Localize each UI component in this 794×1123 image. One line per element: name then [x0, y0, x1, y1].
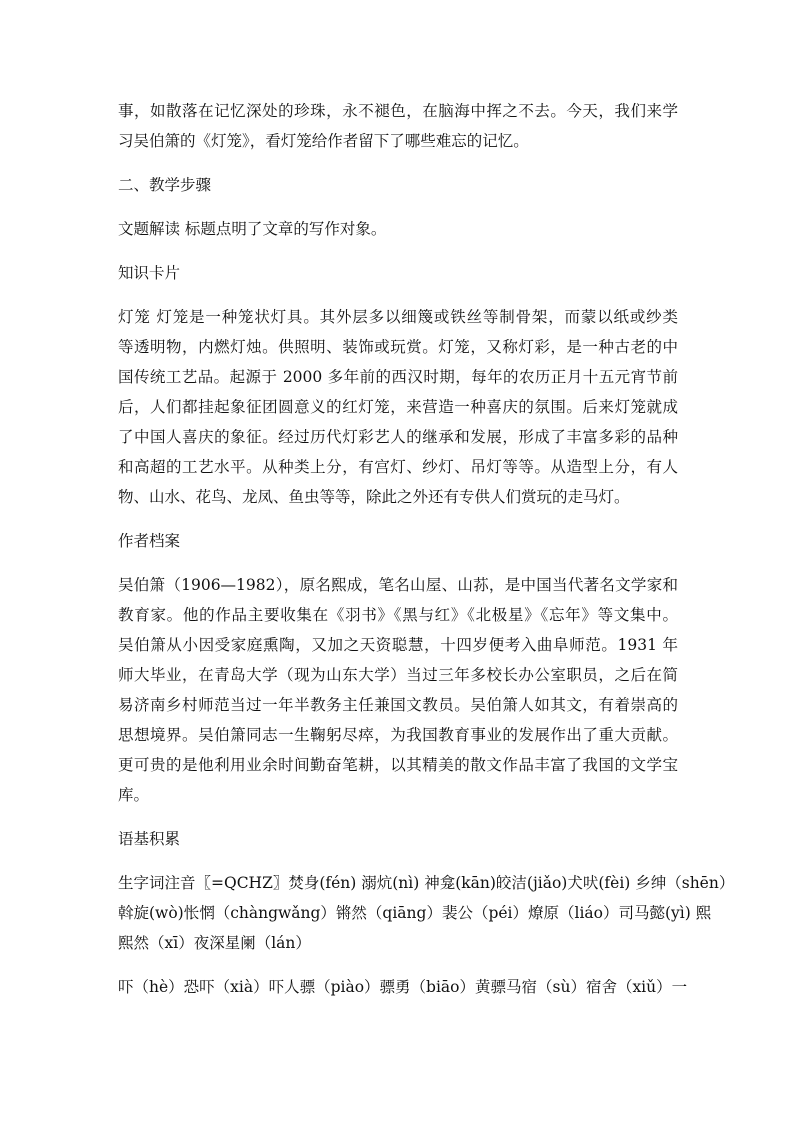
text-line: 斡旋(wò)怅惘（chàngwǎng）锵然（qiāng）裴公（péi）燎原（liáo）司马懿(yì) 熙 [118, 904, 712, 922]
pronunciation-paragraph [118, 972, 688, 1002]
text-line: 了中国人喜庆的象征。经过历代灯彩艺人的继承和发展，形成了丰富多彩的品种 [118, 428, 678, 446]
text-line: 物、山水、花鸟、龙凤、鱼虫等等，除此之外还有专供人们赏玩的走马灯。 [118, 488, 630, 506]
text-line: 等透明物，内燃灯烛。供照明、装饰或玩赏。灯笼，又称灯彩，是一种古老的中 [118, 338, 678, 356]
vocabulary-paragraph [118, 868, 735, 958]
text-line: 国传统工艺品。起源于 2000 多年前的西汉时期，每年的农历正月十五元宵节前 [118, 368, 678, 386]
intro-paragraph [118, 96, 678, 156]
text-line: 教育家。他的作品主要收集在《羽书》《黑与红》《北极星》《忘年》等文集中。 [118, 606, 678, 624]
section-heading-teaching-steps: 二、教学步骤 [118, 176, 212, 194]
author-profile-paragraph [118, 570, 678, 810]
text-line: 更可贵的是他利用业余时间勤奋笔耕，以其精美的散文作品丰富了我国的文学宝 [118, 756, 678, 774]
title-reading-note: 文题解读 标题点明了文章的写作对象。 [118, 220, 387, 238]
text-line: 吴伯箫从小因受家庭熏陶，又加之天资聪慧，十四岁便考入曲阜师范。1931 年 [118, 636, 678, 654]
text-line: 吴伯箫（1906—1982），原名熙成，笔名山屋、山荪，是中国当代著名文学家和 [118, 576, 678, 594]
text-line: 灯笼 灯笼是一种笼状灯具。其外层多以细篾或铁丝等制骨架，而蒙以纸或纱类 [118, 308, 678, 326]
text-line: 易济南乡村师范当过一年半教务主任兼国文教员。吴伯箫人如其文，有着崇高的 [118, 696, 678, 714]
text-line: 熙然（xī）夜深星阑（lán） [118, 934, 311, 952]
text-line: 思想境界。吴伯箫同志一生鞠躬尽瘁，为我国教育事业的发展作出了重大贡献。 [118, 726, 678, 744]
text-line: 吓（hè）恐吓（xià）吓人骠（piào）骠勇（biāo）黄骠马宿（sù）宿舍（xiǔ）一 [118, 978, 688, 996]
text-line: 事，如散落在记忆深处的珍珠，永不褪色，在脑海中挥之不去。今天，我们来学 [118, 102, 678, 120]
text-line: 和高超的工艺水平。从种类上分，有宫灯、纱灯、吊灯等等。从造型上分，有人 [118, 458, 678, 476]
author-profile-heading: 作者档案 [118, 532, 181, 550]
text-line: 生字词注音〖=QCHZ〗焚身(fén) 溺炕(nì) 神龛(kān)皎洁(jiǎo)犬吠(fèi) 乡绅（shēn） [118, 874, 735, 892]
language-basics-heading: 语基积累 [118, 830, 181, 848]
text-line: 库。 [118, 786, 150, 804]
text-line: 习吴伯箫的《灯笼》，看灯笼给作者留下了哪些难忘的记忆。 [118, 132, 529, 150]
text-line: 后，人们都挂起象征团圆意义的红灯笼，来营造一种喜庆的氛围。后来灯笼就成 [118, 398, 678, 416]
text-line: 师大毕业，在青岛大学（现为山东大学）当过三年多校长办公室职员，之后在简 [118, 666, 678, 684]
knowledge-card-paragraph [118, 302, 678, 512]
knowledge-card-heading: 知识卡片 [118, 264, 181, 282]
document-page [118, 96, 735, 1016]
